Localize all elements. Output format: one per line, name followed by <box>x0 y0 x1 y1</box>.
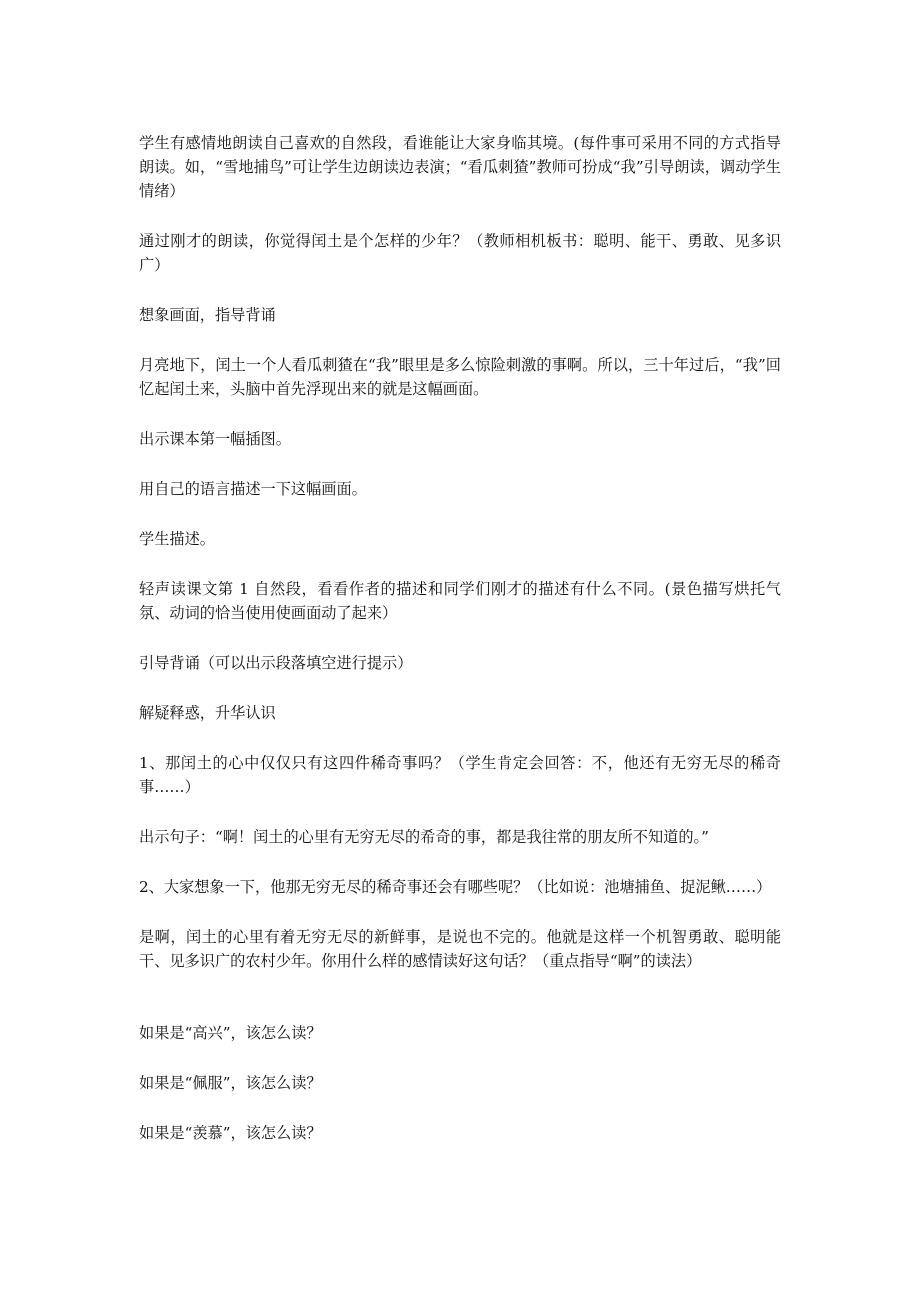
paragraph-6: 用自己的语言描述一下这幅画面。 <box>139 480 367 498</box>
paragraph-7: 学生描述。 <box>139 530 215 548</box>
paragraph-12: 出示句子：“啊！闰土的心里有无穷无尽的希奇的事，都是我往常的朋友所不知道的。” <box>139 828 709 846</box>
paragraph-5: 出示课本第一幅插图。 <box>139 430 291 448</box>
paragraph-15: 如果是“高兴”，该怎么读？ <box>139 1024 322 1042</box>
paragraph-2: 通过刚才的朗读，你觉得闰土是个怎样的少年？（教师相机板书：聪明、能干、勇敢、见多识广） <box>139 232 781 274</box>
paragraph-17: 如果是“羡慕”，该怎么读？ <box>139 1124 322 1142</box>
paragraph-9: 引导背诵（可以出示段落填空进行提示） <box>139 654 413 672</box>
paragraph-3: 想象画面，指导背诵 <box>139 306 276 324</box>
paragraph-16: 如果是“佩服”，该怎么读？ <box>139 1074 322 1092</box>
paragraph-13: 2、大家想象一下，他那无穷无尽的稀奇事还会有哪些呢？（比如说：池塘捕鱼、捉泥鳅……） <box>139 878 772 896</box>
paragraph-8: 轻声读课文第 1 自然段，看看作者的描述和同学们刚才的描述有什么不同。(景色描写烘托气氛、动词的恰当使用使画面动了起来） <box>139 580 781 622</box>
document-body <box>139 131 781 1145</box>
paragraph-14: 是啊，闰土的心里有着无穷无尽的新鲜事，是说也不完的。他就是这样一个机智勇敢、聪明能干、见多识广的农村少年。你用什么样的感情读好这句话？（重点指导“啊”的读法） <box>139 928 781 970</box>
paragraph-1: 学生有感情地朗读自己喜欢的自然段，看谁能让大家身临其境。(每件事可采用不同的方式指导朗读。如，“雪地捕鸟”可让学生边朗读边表演；“看瓜刺猹”教师可扮成“我”引导朗读，调动学生情绪） <box>139 134 781 200</box>
paragraph-10: 解疑释惑，升华认识 <box>139 704 276 722</box>
paragraph-11: 1、那闰土的心中仅仅只有这四件稀奇事吗？（学生肯定会回答：不，他还有无穷无尽的稀奇事……） <box>139 754 781 796</box>
paragraph-4: 月亮地下，闰土一个人看瓜刺猹在“我”眼里是多么惊险刺激的事啊。所以，三十年过后，“我”回忆起闰土来，头脑中首先浮现出来的就是这幅画面。 <box>139 356 781 398</box>
